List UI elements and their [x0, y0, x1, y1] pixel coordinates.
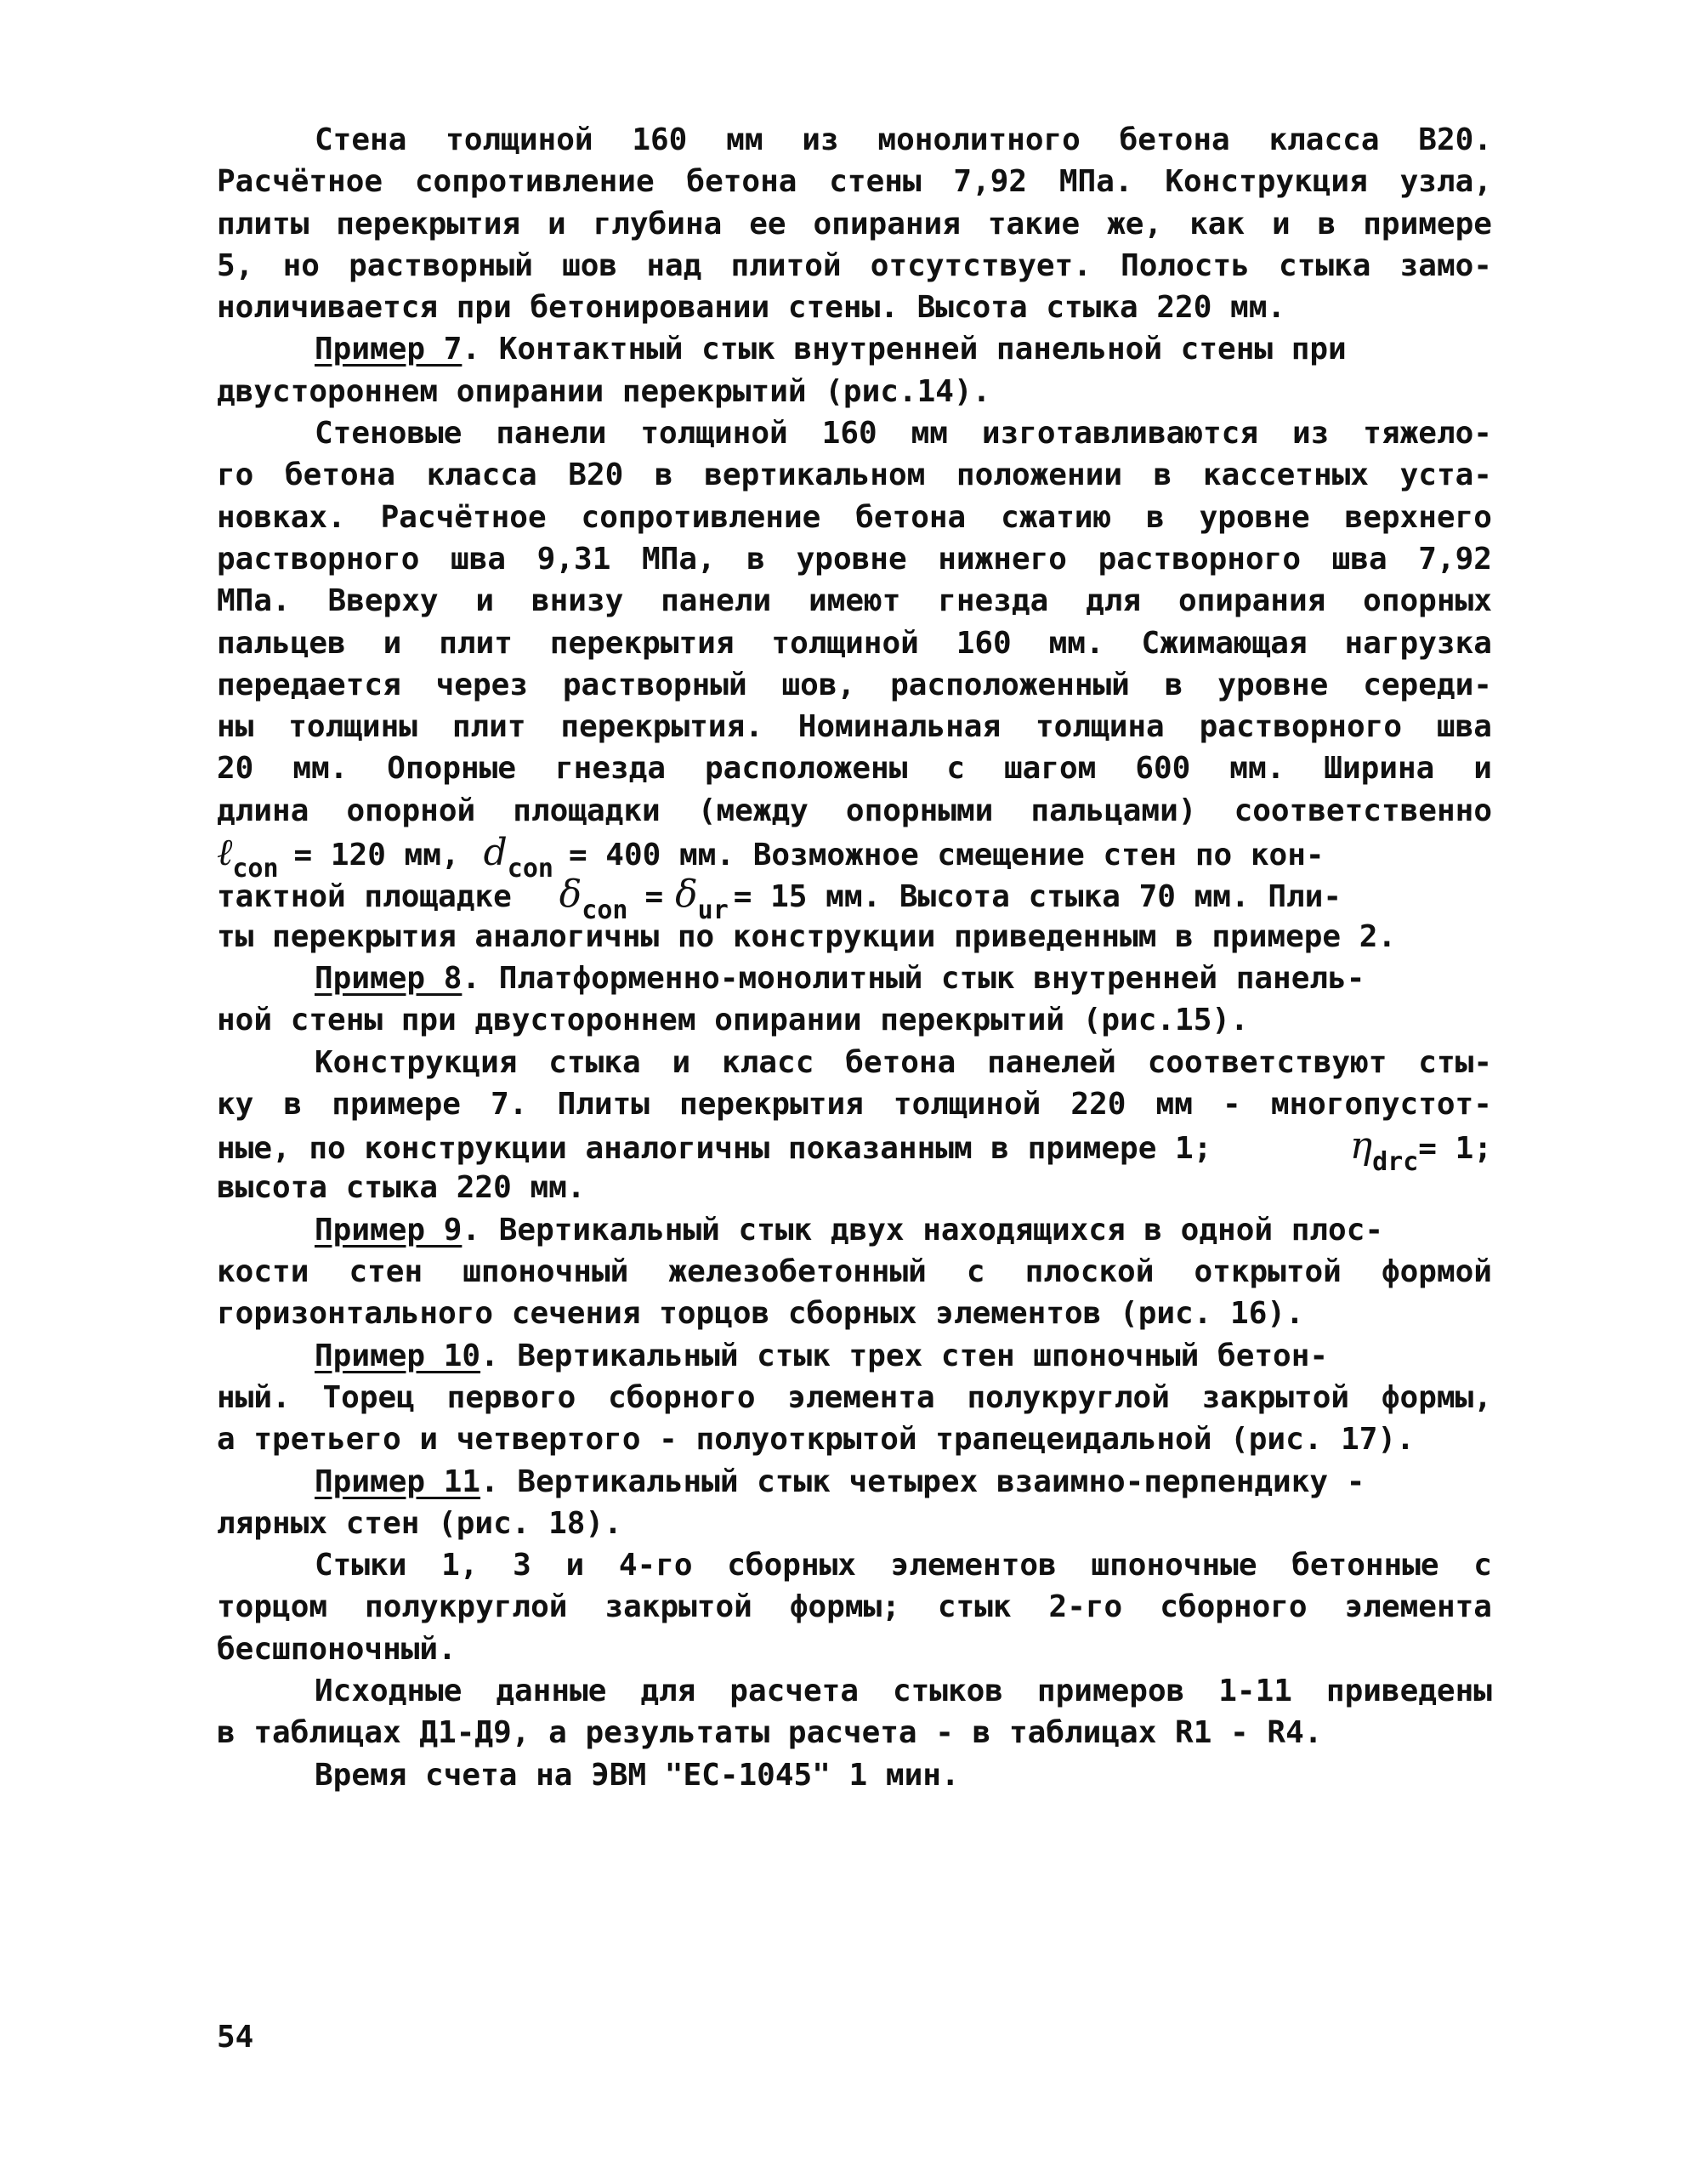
- word: шов: [562, 247, 618, 283]
- word: Сжимающая: [1141, 625, 1308, 661]
- word: в: [1146, 499, 1165, 535]
- word: расчета: [729, 1673, 859, 1708]
- word: панелей: [987, 1044, 1116, 1080]
- word: ны: [217, 709, 254, 745]
- word: с: [966, 1254, 985, 1290]
- word: 3: [513, 1548, 531, 1583]
- text-line: [217, 119, 1492, 161]
- word: Расчётное: [380, 499, 547, 535]
- word: плоской: [1024, 1254, 1155, 1290]
- word: панели: [661, 583, 772, 619]
- word: 2-го: [1048, 1589, 1123, 1625]
- word: В20.: [1418, 122, 1492, 157]
- word: плитой: [730, 247, 842, 283]
- word: 7,92: [953, 164, 1028, 200]
- word: 4-го: [618, 1548, 693, 1583]
- word: элементов: [890, 1548, 1057, 1583]
- word: класс: [722, 1044, 814, 1080]
- word: мм: [1155, 1086, 1193, 1122]
- text-line: [217, 1083, 1492, 1125]
- word: имеют: [809, 583, 901, 619]
- word: класса: [1268, 122, 1380, 157]
- word: 1,: [441, 1548, 479, 1583]
- b-symbol: ℓ: [217, 831, 233, 875]
- text-line: лярных стен (рис. 18).: [217, 1505, 622, 1541]
- example-label: Пример 7: [315, 332, 462, 367]
- word: но: [282, 247, 320, 283]
- word: класса: [426, 458, 537, 493]
- word: с: [1473, 1548, 1492, 1583]
- word: растворного: [1199, 709, 1403, 745]
- word: растворного: [1098, 541, 1301, 577]
- word: тяжело-: [1363, 416, 1492, 452]
- word: Конструкция: [315, 1044, 518, 1080]
- word: 160: [821, 416, 877, 452]
- word: и: [1272, 206, 1291, 242]
- word: расположены: [704, 751, 908, 787]
- word: длина: [217, 793, 309, 828]
- text-line: [217, 1042, 1492, 1083]
- word: такие: [987, 206, 1081, 242]
- text-line: горизонтального сечения торцов сборных элементов (рис. 16).: [217, 1296, 1304, 1332]
- text-line: [217, 622, 1492, 664]
- word: площадки: [513, 793, 661, 828]
- word: Номинальная: [797, 709, 1002, 745]
- word: узла,: [1399, 164, 1492, 200]
- word: 160: [632, 122, 688, 157]
- word: (между: [697, 793, 809, 828]
- word: мм.: [292, 751, 349, 787]
- word: примере: [1363, 206, 1492, 242]
- word: стыков: [892, 1673, 1003, 1708]
- text-line: Пример 9 . Вертикальный стык двух находящихся в одной плос-: [217, 1209, 1492, 1251]
- word: перекрытия: [336, 206, 521, 242]
- word: железобетонный: [668, 1254, 927, 1290]
- word: уровне: [1199, 499, 1310, 535]
- example-label: Пример 11: [315, 1464, 481, 1499]
- text-line: [217, 664, 1492, 706]
- text-line: [217, 706, 1492, 747]
- word: шов,: [781, 667, 856, 702]
- word: мм.: [1229, 751, 1285, 787]
- word: ку: [217, 1086, 254, 1122]
- word: для: [1086, 583, 1142, 619]
- text-line: ты перекрытия аналогичны по конструкции приведенным в примере 2.: [217, 918, 1397, 954]
- word: стыка: [1279, 247, 1371, 283]
- text-line: [217, 1670, 1492, 1712]
- eta-symbol: η: [1349, 1124, 1373, 1168]
- word: ный.: [217, 1379, 291, 1415]
- word: и: [672, 1044, 691, 1080]
- word: примере: [332, 1086, 461, 1122]
- word: бетона: [284, 458, 396, 493]
- word: 160: [956, 625, 1012, 661]
- word: шпоночный: [462, 1254, 629, 1290]
- text-line: [217, 747, 1492, 789]
- text-line: [217, 1544, 1492, 1586]
- word: первого: [446, 1379, 576, 1415]
- word: перекрытия.: [560, 709, 763, 745]
- word: Плиты: [557, 1086, 650, 1122]
- formula-line: ℓ con = 120 мм, d con = 400 мм. Возможное смещение стен по кон-: [217, 831, 1325, 884]
- word: Полость: [1121, 247, 1250, 283]
- word: замо-: [1399, 247, 1492, 283]
- word: кости: [217, 1254, 309, 1290]
- word: с: [946, 751, 966, 787]
- word: шва: [1331, 541, 1387, 577]
- word: над: [646, 247, 702, 283]
- word: и: [1473, 751, 1492, 787]
- word: в: [746, 541, 765, 577]
- word: полукруглой: [365, 1589, 568, 1625]
- word: 5,: [217, 247, 254, 283]
- word: сопротивление: [414, 164, 655, 200]
- word: вертикальном: [704, 458, 926, 493]
- d-symbol: d: [483, 831, 508, 875]
- word: опорных: [1363, 583, 1492, 619]
- word: Ширина: [1324, 751, 1435, 787]
- word: уста-: [1399, 458, 1492, 493]
- word: шва: [451, 541, 507, 577]
- word: толщина: [1036, 709, 1165, 745]
- word: в: [1317, 206, 1336, 242]
- word: Стеновые: [315, 416, 462, 452]
- word: 220: [1070, 1086, 1126, 1122]
- word: в: [283, 1086, 303, 1122]
- word: опорными: [845, 793, 994, 828]
- word: ее: [749, 206, 786, 242]
- word: 9,31: [536, 541, 611, 577]
- word: 600: [1135, 751, 1191, 787]
- word: опирания: [813, 206, 961, 242]
- word: панели: [496, 416, 607, 452]
- text-line: [217, 497, 1492, 538]
- word: -: [1223, 1086, 1241, 1122]
- word: растворного: [217, 541, 420, 577]
- text-line: [217, 454, 1492, 496]
- word: формой: [1381, 1254, 1492, 1290]
- word: полукруглой: [967, 1379, 1170, 1415]
- word: через: [435, 667, 528, 702]
- word: торцом: [217, 1589, 328, 1625]
- word: шпоночные: [1091, 1548, 1257, 1583]
- word: положении: [956, 458, 1122, 493]
- word: толщины: [288, 709, 417, 745]
- word: приведены: [1325, 1673, 1492, 1708]
- word: для: [640, 1673, 696, 1708]
- word: 7.: [491, 1086, 528, 1122]
- text-line: [217, 790, 1492, 832]
- word: перекрытия: [679, 1086, 864, 1122]
- word: и: [547, 206, 566, 242]
- word: опорной: [346, 793, 476, 828]
- word: Вверху: [327, 583, 439, 619]
- word: нагрузка: [1344, 625, 1492, 661]
- word: бетона: [686, 164, 797, 200]
- word: перекрытия: [549, 625, 735, 661]
- word: многопустот-: [1270, 1086, 1492, 1122]
- word: глубина: [593, 206, 723, 242]
- text-line: Пример 10 . Вертикальный стык трех стен шпоночный бетон-: [217, 1335, 1492, 1377]
- word: плит: [451, 709, 526, 745]
- text-line: [217, 538, 1492, 580]
- word: изготавливаются: [981, 416, 1259, 452]
- text-line: ной стены при двустороннем опирании перекрытий (рис.15).: [217, 1003, 1249, 1038]
- word: Стыки: [315, 1548, 407, 1583]
- formula-line: ные, по конструкции аналогичны показанным в примере 1; $\eta_{drc}= 1$;: [217, 1124, 1492, 1178]
- word: толщиной: [640, 416, 788, 452]
- word: передается: [217, 667, 401, 702]
- word: формы,: [1381, 1379, 1492, 1415]
- word: Торец: [322, 1379, 415, 1415]
- word: нижнего: [938, 541, 1067, 577]
- word: МПа,: [641, 541, 716, 577]
- word: закрытой: [1201, 1379, 1350, 1415]
- word: бетона: [1119, 122, 1230, 157]
- word: бетона: [855, 499, 967, 535]
- word: отсутствует.: [870, 247, 1092, 283]
- text-line: [217, 203, 1492, 245]
- word: толщиной: [893, 1086, 1041, 1122]
- word: сборного: [608, 1379, 756, 1415]
- text-line: Пример 11 . Вертикальный стык четырех взаимно-перпендику -: [217, 1461, 1492, 1503]
- text-line: Пример 8 . Платформенно-монолитный стык внутренней панель-: [217, 958, 1492, 999]
- word: гнезда: [554, 751, 667, 787]
- word: шва: [1436, 709, 1492, 745]
- word: Стена: [315, 122, 407, 157]
- word: уровне: [1217, 667, 1329, 702]
- word: Конструкция: [1165, 164, 1368, 200]
- text-line: [217, 1586, 1492, 1628]
- word: толщиной: [445, 122, 593, 157]
- text-line: а третьего и четвертого - полуоткрытой трапецеидальной (рис. 17).: [217, 1422, 1415, 1458]
- word: пальцев: [217, 625, 346, 661]
- word: монолитного: [877, 122, 1081, 157]
- word: плиты: [217, 206, 309, 242]
- word: кассетных: [1202, 458, 1369, 493]
- word: МПа.: [217, 583, 291, 619]
- word: и: [383, 625, 402, 661]
- word: примеров: [1036, 1673, 1185, 1708]
- word: открытой: [1194, 1254, 1342, 1290]
- word: стены: [829, 164, 922, 200]
- word: стен: [349, 1254, 423, 1290]
- word: стыка: [548, 1044, 641, 1080]
- word: растворный: [349, 247, 533, 283]
- word: толщиной: [771, 625, 919, 661]
- word: данные: [496, 1673, 607, 1708]
- word: шагом: [1003, 751, 1097, 787]
- word: внизу: [531, 583, 624, 619]
- text-line: [217, 1251, 1492, 1293]
- text-line: в таблицах Д1-Д9, а результаты расчета - в таблицах R1 - R4.: [217, 1715, 1323, 1751]
- word: плит: [439, 625, 513, 661]
- delta-symbol: δ: [559, 873, 582, 917]
- word: Исходные: [315, 1673, 462, 1708]
- word: сборных: [727, 1548, 856, 1583]
- word: 7,92: [1418, 541, 1492, 577]
- word: Опорные: [387, 751, 517, 787]
- formula-line: тактной площадке δ con = δ ur = 15 мм. Высота стыка 70 мм. Пли-: [217, 873, 1342, 926]
- word: 1-11: [1218, 1673, 1292, 1708]
- word: мм.: [1048, 625, 1104, 661]
- word: в: [1153, 458, 1172, 493]
- text-line: [217, 580, 1492, 622]
- page-number: 54: [217, 2020, 254, 2055]
- word: расположенный: [890, 667, 1130, 702]
- word: бетонные: [1291, 1548, 1439, 1583]
- text-line: двустороннем опирании перекрытий (рис.14).: [217, 373, 991, 409]
- word: Расчётное: [217, 164, 383, 200]
- text-line: бесшпоночный.: [217, 1631, 457, 1667]
- word: в: [1164, 667, 1183, 702]
- word: 20: [217, 751, 254, 787]
- example-label: Пример 8: [315, 960, 462, 996]
- word: пальцами): [1030, 793, 1197, 828]
- text-line: [217, 245, 1492, 287]
- word: как: [1189, 206, 1246, 242]
- word: формы;: [789, 1589, 900, 1625]
- word: гнезда: [938, 583, 1049, 619]
- text-line: [217, 1377, 1492, 1418]
- word: новках.: [217, 499, 346, 535]
- word: элемента: [787, 1379, 935, 1415]
- word: соответственно: [1234, 793, 1492, 828]
- word: опирания: [1177, 583, 1326, 619]
- word: уровне: [796, 541, 907, 577]
- word: же,: [1107, 206, 1163, 242]
- word: МПа.: [1058, 164, 1133, 200]
- word: и: [475, 583, 495, 619]
- word: мм: [726, 122, 763, 157]
- text-line: Время счета на ЭВМ "ЕС-1045" 1 мин.: [315, 1757, 960, 1793]
- document-page: [217, 119, 1492, 1796]
- word: сты-: [1418, 1044, 1492, 1080]
- word: из: [1291, 416, 1330, 452]
- word: и: [565, 1548, 585, 1583]
- word: стык: [937, 1589, 1012, 1625]
- example-label: Пример 10: [315, 1338, 481, 1373]
- text-line: [217, 412, 1492, 454]
- word: в: [654, 458, 673, 493]
- delta-symbol: δ: [675, 873, 698, 917]
- word: середи-: [1363, 667, 1492, 702]
- word: соответствуют: [1147, 1044, 1387, 1080]
- text-line: ноличивается при бетонировании стены. Высота стыка 220 мм.: [217, 290, 1286, 326]
- word: сжатию: [1001, 499, 1112, 535]
- text-line: [217, 161, 1492, 202]
- word: В20: [568, 458, 624, 493]
- word: сопротивление: [581, 499, 821, 535]
- word: сборного: [1160, 1589, 1308, 1625]
- word: закрытой: [604, 1589, 752, 1625]
- example-label: Пример 9: [315, 1212, 462, 1248]
- word: верхнего: [1344, 499, 1492, 535]
- word: бетона: [845, 1044, 956, 1080]
- word: мм: [911, 416, 948, 452]
- word: го: [217, 458, 254, 493]
- word: из: [802, 122, 839, 157]
- word: элемента: [1344, 1589, 1492, 1625]
- text-line: высота стыка 220 мм.: [217, 1170, 586, 1206]
- word: растворный: [562, 667, 747, 702]
- text-line: Пример 7 . Контактный стык внутренней панельной стены при: [217, 328, 1492, 370]
